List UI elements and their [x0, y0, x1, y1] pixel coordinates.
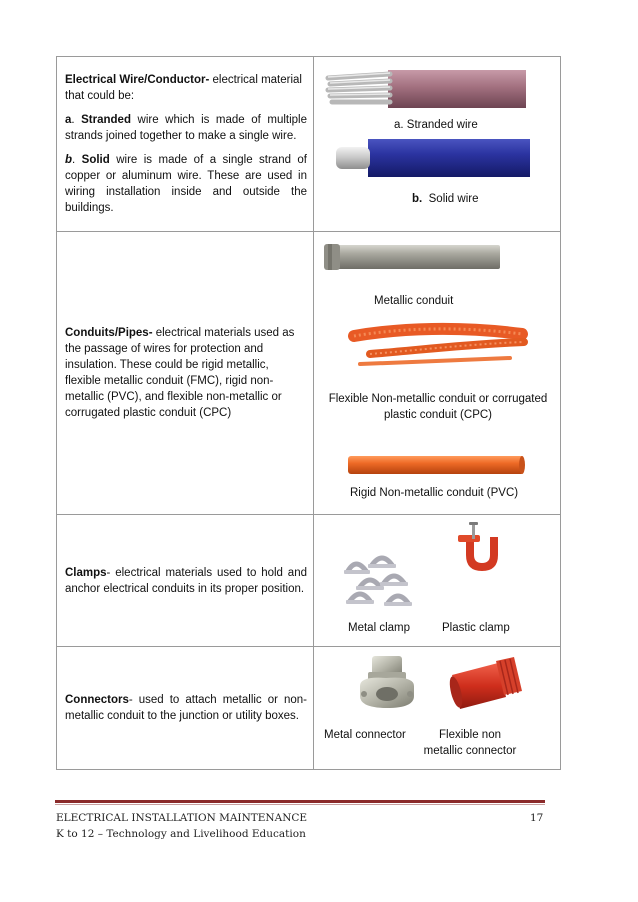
connector-title: Connectors — [65, 694, 129, 706]
plastic-clamp-caption: Plastic clamp — [442, 622, 510, 634]
table-row-clamp — [57, 515, 561, 647]
page-number: 17 — [530, 812, 544, 824]
solid-wire-caption: b. Solid wire — [412, 193, 479, 205]
metallic-conduit-caption: Metallic conduit — [374, 295, 454, 307]
footer-rule-thin — [55, 804, 545, 805]
solid-wire-image — [334, 137, 530, 179]
rigid-pvc-conduit-image — [346, 452, 526, 478]
metallic-conduit-image — [324, 242, 502, 272]
wire-title: Electrical Wire/Conductor- — [65, 74, 210, 86]
clamp-description: Clamps- electrical materials used to hold and anchor electrical conduits in its proper position. — [57, 515, 314, 647]
table-row-wire — [57, 57, 561, 232]
flexible-connector-image — [448, 657, 524, 717]
clamp-title: Clamps — [65, 566, 107, 579]
footer-rule — [55, 800, 545, 803]
connector-images — [314, 647, 561, 770]
connector-description: Connectors- used to attach metallic or non-metallic conduit to the junction or utility boxes. — [57, 647, 314, 770]
stranded-wire-caption: a. Stranded wire — [394, 119, 478, 131]
conduit-images — [314, 232, 561, 515]
conduit-description: Conduits/Pipes- electrical materials used as the passage of wires for protection and insulation. These could be rigid metallic, flexible metallic conduit (FMC), rigid non-metallic (PVC), and flexible non-metallic or corrugated plastic conduit (CPC) — [57, 232, 314, 515]
metal-connector-image — [354, 652, 424, 712]
footer-title: ELECTRICAL INSTALLATION MAINTENANCE — [56, 812, 308, 824]
stranded-wire-image — [326, 64, 526, 114]
flexible-connector-caption: Flexible non metallic connector — [423, 729, 517, 757]
plastic-clamp-image — [452, 521, 508, 579]
conduit-title: Conduits/Pipes- — [65, 327, 153, 339]
wire-description: Electrical Wire/Conductor- electrical material that could be: a. Stranded wire which is made of multiple strands joined together to make a single wire. b. Solid wire is made of a single strand of copper or aluminum wire. These are used in wiring installation inside and outside the buildings. — [57, 57, 314, 232]
metal-connector-caption: Metal connector — [324, 729, 406, 741]
materials-table — [56, 56, 561, 770]
table-row-connector — [57, 647, 561, 770]
clamp-images — [314, 515, 561, 647]
metal-clamp-image — [342, 553, 422, 611]
flexible-conduit-caption: Flexible Non-metallic conduit or corrugated plastic conduit (CPC) — [328, 393, 548, 421]
flexible-conduit-image — [350, 314, 528, 374]
table-row-conduit — [57, 232, 561, 515]
rigid-pvc-conduit-caption: Rigid Non-metallic conduit (PVC) — [350, 487, 519, 499]
footer-subtitle: K to 12 – Technology and Livelihood Education — [56, 828, 306, 840]
wire-images — [314, 57, 561, 232]
metal-clamp-caption: Metal clamp — [348, 622, 410, 634]
